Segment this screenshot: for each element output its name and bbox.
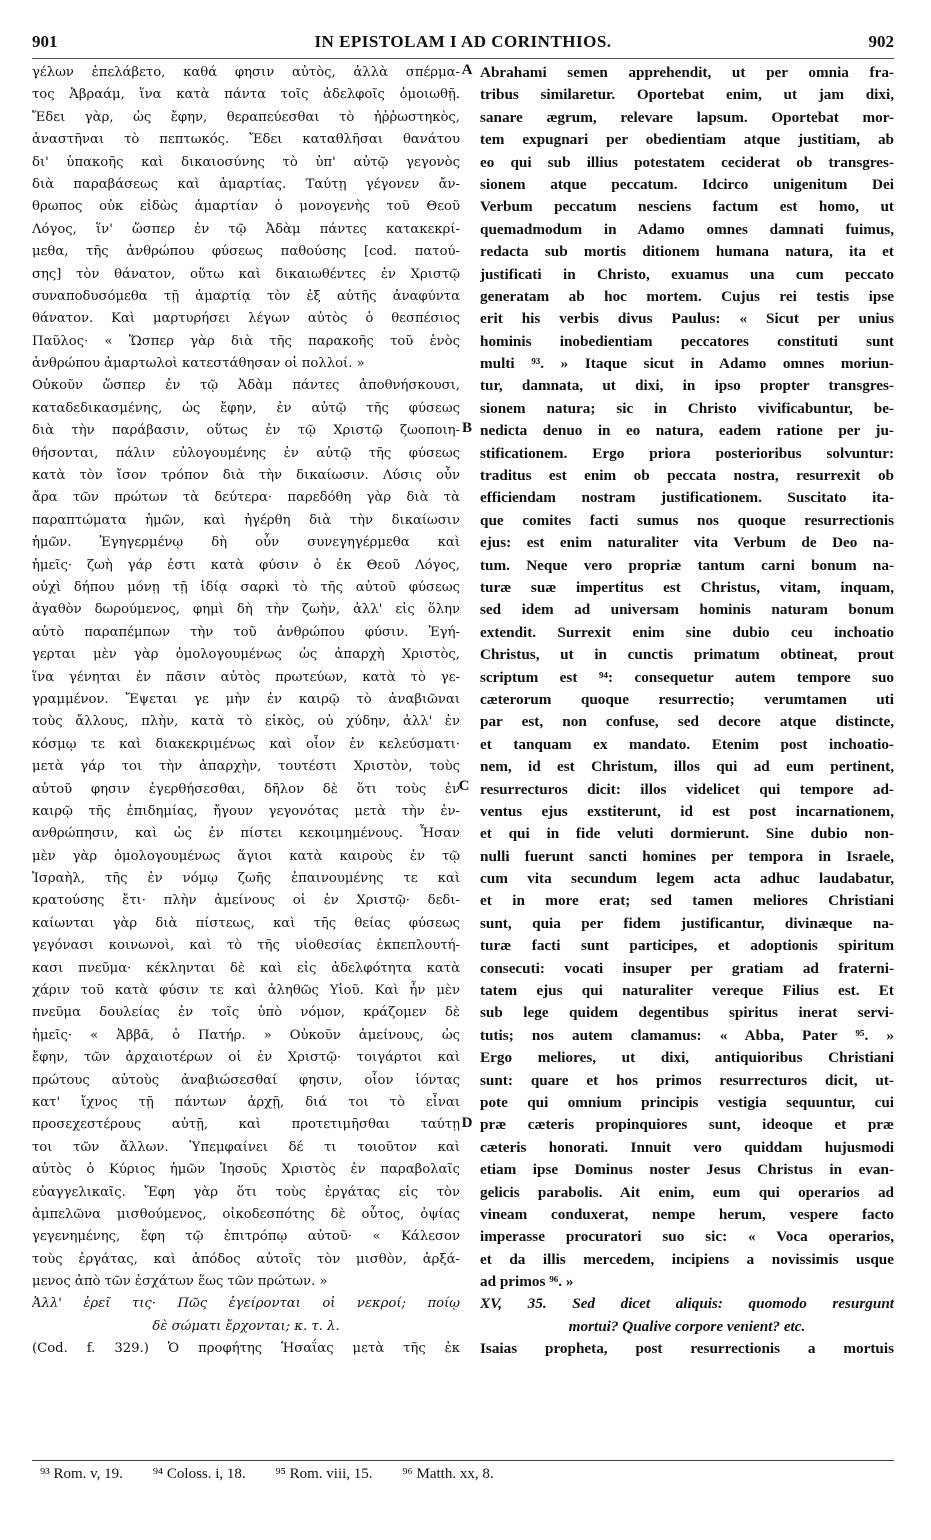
text-line: κατὰ τὸν ἴσον τρόπον διὰ τὴν δικαίωσιν. Λύσις οὖν — [32, 468, 460, 484]
text-line: προσεχεστέρους αὐτῇ, καὶ προτετιμῆσθαι ταύτῃ — [32, 1117, 460, 1133]
text-line: cæteris honorati. Innuit vero quiddam hujusmodi — [480, 1138, 894, 1156]
text-line: (Cod. f. 329.) Ὁ προφήτης Ἡσαΐας μετὰ τῆς ἐκ — [32, 1341, 460, 1357]
text-line: justificati in Christo, exuamus una cum peccato — [480, 265, 894, 283]
text-line: τοι τῶν ἄλλων. Ὑπεμφαίνει δέ τι τοιοῦτον καὶ — [32, 1139, 460, 1155]
text-line: γεγόνασι κοινωνοὶ, καὶ τὸ τῆς υἱοθεσίας ἐκπεπλουτή- — [32, 938, 460, 954]
text-line: pote qui omnium principis vestigia sequuntur, cui — [480, 1093, 894, 1111]
text-line: ἡμεῖς· ζωὴ γάρ ἐστι κατὰ φύσιν ὁ ἐκ Θεοῦ Λόγος, — [32, 557, 460, 573]
text-line: nulli fuerunt sancti homines per tempora in Israele, — [480, 847, 894, 865]
text-line: ἀναστῆναι τὸ πεπτωκός. Ἔδει καταθλῆσαι θανάτου — [32, 132, 460, 148]
text-line: Ἔδει γὰρ, ὡς ἔφην, θεραπεύεσθαι τὸ ἠῤῥωστηκὸς, — [32, 109, 460, 125]
text-line: tur, damnata, ut dixi, in ipso propter transgres- — [480, 377, 894, 395]
latin-column — [480, 62, 894, 1361]
text-line: extendit. Surrexit enim sine dubio ceu inchoatio — [480, 623, 894, 641]
text-line: tribus similaretur. Oportebat enim, ut jam dixi, — [480, 86, 894, 104]
text-line: χάριν τοῦ κατὰ φύσιν τε καὶ ἀληθῶς Υἱοῦ. Καὶ ἦν μὲν — [32, 983, 460, 999]
text-line: Abrahami semen apprehendit, ut per omnia fra- — [480, 64, 894, 81]
text-line: cæterorum quoque resurrectio; verumtamen uti — [480, 690, 894, 708]
margin-marker-a: A — [461, 62, 473, 78]
text-line: Ἀλλ' ἐρεῖ τις· Πῶς ἐγείρονται οἱ νεκροί; ποίῳ — [32, 1296, 460, 1312]
text-line: scriptum est ⁹⁴: consequetur autem tempore suo — [480, 668, 894, 686]
text-line: generatam ab hoc mortem. Cujus rei testis ipse — [480, 287, 894, 305]
text-line: διὰ παραβάσεως καὶ ἁμαρτίας. Ταύτῃ γέγονεν ἄν- — [32, 176, 460, 192]
running-title: IN EPISTOLAM I AD CORINTHIOS. — [314, 32, 612, 51]
text-line: stificationem. Ergo priora posterioribus solvuntur: — [480, 444, 894, 462]
text-line: αὐτὸ παραπέμπων τὴν τοῦ ἀνθρώπου φύσιν. Ἐγή- — [32, 624, 460, 640]
text-line: multi ⁹³. » Itaque sicut in Adamo omnes moriun- — [480, 355, 894, 373]
text-line: turæ facti sunt participes, et adoptionis spiritum — [480, 937, 894, 955]
header-rule — [32, 58, 894, 59]
margin-marker-d: D — [461, 1115, 473, 1131]
text-line: γέλων ἐπελάβετο, καθά φησιν αὐτὸς, ἀλλὰ σπέρμα- — [32, 65, 460, 80]
text-line: et tanquam ex mandato. Etenim post inchoatio- — [480, 735, 894, 753]
text-line: nedicta denuo in eo natura, eadem ratione per ju- — [480, 422, 894, 440]
text-line: ανθρώπησιν, καὶ ὡς ἐν πίστει κεκοιμημένους. Ἦσαν — [32, 826, 460, 842]
text-line: sanare ægrum, relevare lapsum. Oportebat mor- — [480, 108, 894, 126]
text-line: Λόγος, ἵν' ὥσπερ ἐν τῷ Ἀδὰμ πάντες κατακεκρί- — [32, 221, 460, 237]
text-line: μεθα, τῆς ἀνθρώπου φύσεως παθούσης [cod. πατού- — [32, 244, 460, 260]
running-header — [32, 32, 894, 56]
text-line: Christus, ut in cunctis primatum obtineat, prout — [480, 646, 894, 664]
text-line: θρωπος οὐκ εἰδὼς ἁμαρτίαν ὁ μονογενὴς τοῦ Θεοῦ — [32, 199, 460, 215]
text-line: Ἰσραὴλ, τῆς ἐν νόμῳ ζωῆς ἐπαινουμένης τε καὶ — [32, 871, 460, 887]
text-line: ἀγαθὸν δωρούμενος, φημὶ δὴ τὴν ζωὴν, ἀλλ' εἰς ὅλην — [32, 602, 460, 618]
text-line: sionem atque peccatum. Idcirco unigenitum Dei — [480, 175, 894, 193]
text-line: que comites facti sumus nos quoque resurrectionis — [480, 511, 894, 529]
text-line: cum vita secundum legem acta adhuc laudabatur, — [480, 870, 894, 888]
text-line: καιρῷ τῆς ἐπιδημίας, ἤγουν γεγονότας μετὰ τὴν ἐν- — [32, 803, 460, 819]
page-number-left: 901 — [32, 32, 58, 51]
text-line: Οὐκοῦν ὥσπερ ἐν τῷ Ἀδὰμ πάντες ἀποθνήσκουσι, — [32, 378, 460, 394]
text-line: ejus: est enim naturaliter vita Verbum de Deo na- — [480, 534, 894, 552]
text-line: XV, 35. Sed dicet aliquis: quomodo resurgunt — [480, 1295, 894, 1313]
margin-marker-c: C — [458, 778, 470, 794]
text-line: resurrecturos dicit: illos videlicet qui tempore ad- — [480, 780, 894, 798]
text-line: κασι πνεῦμα· κέκληνται δὲ καὶ εἰς ἀδελφότητα κατὰ — [32, 960, 460, 976]
text-line: τος Ἀβραάμ, ἵνα κατὰ πάντα τοῖς ἀδελφοῖς ὁμοιωθῇ. — [32, 87, 460, 103]
text-line: tem expugnari per obedientiam atque justitiam, ab — [480, 131, 894, 149]
text-line: sed idem ad universam hominis naturam bonum — [480, 601, 894, 619]
text-line: ἵνα γένηται ἐν πᾶσιν αὐτὸς πρωτεύων, κατὰ τὸ γε- — [32, 669, 460, 685]
text-line: præ cæteris propinquiores sunt, ideoque et præ — [480, 1116, 894, 1134]
text-line: imperasse procuratori suo sic: « Voca operarios, — [480, 1228, 894, 1246]
text-line: mortui? Qualive corpore venient? etc. — [568, 1317, 806, 1335]
margin-marker-b: B — [461, 420, 472, 436]
text-line: eo qui sub illius potestatem ceciderat ob transgres- — [480, 153, 894, 171]
footnotes — [40, 1462, 880, 1486]
page-number-right: 902 — [868, 32, 894, 51]
footnote: ⁹³ Rom. v, 19. — [40, 1466, 123, 1482]
text-line: tutis; nos autem clamamus: « Abba, Pater ⁹⁵. » — [480, 1026, 894, 1044]
text-line: τοὺς ἐργάτας, καὶ ἀπόδος αὐτοῖς τὸν μισθὸν, ἀρξά- — [32, 1251, 460, 1267]
text-line: κρατούσης ἔτι· πλὴν ἀμείνους οἱ ἐν Χριστῷ· δεδι- — [32, 893, 460, 909]
text-line: κατ' ἴχνος τῇ πάντων ἀρχῇ, διά τοι τὸ εἶναι — [32, 1094, 460, 1110]
text-line: μενος ἀπὸ τῶν ἐσχάτων ἕως τῶν πρώτων. » — [32, 1274, 328, 1290]
text-line: καίωνται γὰρ διὰ πίστεως, καὶ τῆς θείας φύσεως — [32, 915, 460, 931]
footnote: ⁹⁶ Matth. xx, 8. — [402, 1466, 494, 1482]
footnote-rule — [32, 1460, 894, 1461]
text-line: γερται μὲν γὰρ ὁμολογουμένως ὡς ἀπαρχὴ Χριστὸς, — [32, 647, 460, 663]
text-line: ἔφην, τῶν ἀρχαιοτέρων οἱ ἐν Χριστῷ· τοιγάρτοι καὶ — [32, 1050, 460, 1066]
text-line: Ergo meliores, ut dixi, antiquioribus Christiani — [480, 1049, 894, 1067]
text-line: sunt, quia per fidem justificantur, divinæque na- — [480, 914, 894, 932]
text-line: sionem natura; sic in Christo vivificabuntur, be- — [480, 399, 894, 417]
text-line: tatem ejus qui naturaliter vereque Filius est. Et — [480, 982, 894, 1000]
text-line: Isaias propheta, post resurrectionis a mortuis — [480, 1340, 894, 1358]
text-line: Verbum peccatum nesciens factum est homo, ut — [480, 198, 894, 216]
text-line: γεγενημένης, ἔφη τῷ ἐπιτρόπῳ αὐτοῦ· « Κάλεσον — [32, 1229, 460, 1245]
text-line: ἡμῶν. Ἐγηγερμένῳ δὴ οὖν συνεγηγέρμεθα καὶ — [32, 535, 460, 551]
text-line: ἡμεῖς· « Ἀββᾶ, ὁ Πατήρ. » Οὐκοῦν ἀμείνους, ὡς — [32, 1027, 460, 1043]
text-line: αὐτοῦ φησιν ἐγερθήσεσθαι, δῆλον δὲ ὅτι τοὺς ἐν — [32, 781, 460, 797]
greek-column — [32, 62, 460, 1361]
text-line: διὰ τὴν παράβασιν, οὕτως ἐν τῷ Χριστῷ ζωοποιη- — [32, 423, 460, 439]
text-line: ἀνθρώπου ἁμαρτωλοὶ κατεστάθησαν οἱ πολλοί. » — [32, 356, 365, 372]
text-line: sunt: quare et hos primos resurrecturos dicit, ut- — [480, 1071, 894, 1089]
text-line: ad primos ⁹⁶. » — [480, 1273, 574, 1291]
text-line: efficiendam nostram justificationem. Suscitato ita- — [480, 489, 894, 507]
text-line: redacta sub mortis ditionem humana natura, ita et — [480, 243, 894, 261]
text-line: et qui in fide veluti dormierunt. Sine dubio non- — [480, 825, 894, 843]
text-line: gelicis parabolis. Ait enim, eum qui operarios ad — [480, 1183, 894, 1201]
text-line: ἄρα τῶν πρώτων τὰ δεύτερα· παρεδόθη γὰρ διὰ τὰ — [32, 490, 460, 506]
text-line: ἀμπελῶνα μισθούμενος, οἰκοδεσπότης δὲ οὗτος, ὀψίας — [32, 1206, 460, 1222]
text-line: quemadmodum in Adamo omnes damnati fuimus, — [480, 220, 894, 238]
text-line: μετὰ γάρ τοι τὴν ἀπαρχὴν, τουτέστι Χριστὸν, τοὺς — [32, 759, 460, 775]
text-line: erit his verbis divus Paulus: « Sicut per unius — [480, 310, 894, 328]
text-line: σης] τὸν θάνατον, οὕτω καὶ δικαιωθέντες ἐν Χριστῷ — [32, 266, 460, 282]
text-line: καταδεδικασμένης, ὡς ἔφην, ἐν αὐτῷ τῆς φύσεως — [32, 400, 460, 416]
text-line: etiam ipse Dominus noster Jesus Christus in evan- — [480, 1161, 894, 1179]
text-line: hominis inobedientiam peccatores constituti sunt — [480, 332, 894, 350]
text-line: συναποδυσόμεθα τῇ ἁμαρτίᾳ τὸν ἐξ αὐτῆς ἀναφύντα — [32, 288, 460, 304]
text-line: γραμμένον. Ἔψεται γε μὴν ἐν καιρῷ τὸ ἀναβιῶναι — [32, 691, 460, 707]
footnote: ⁹⁵ Rom. viii, 15. — [275, 1466, 373, 1482]
text-line: Παῦλος· « Ὥσπερ γὰρ διὰ τῆς παρακοῆς τοῦ ἑνὸς — [32, 333, 460, 349]
text-line: δὲ σώματι ἔρχονται; κ. τ. λ. — [152, 1318, 340, 1334]
text-line: μὲν γὰρ ὁμολογουμένως ἅγιοι κατὰ καιροὺς ἐν τῷ — [32, 848, 460, 864]
text-line: θήσονται, πάλιν εὐλογουμένης ἐν αὐτῷ τῆς φύσεως — [32, 445, 460, 461]
text-line: et da illis mercedem, incipiens a novissimis usque — [480, 1250, 894, 1268]
text-line: αὐτὸς ὁ Κύριος ἡμῶν Ἰησοῦς Χριστὸς ἐν παραβολαῖς — [32, 1162, 460, 1178]
text-line: πρώτους αὐτοὺς ἀναβιώσεσθαί φησιν, οἷον ἰόντας — [32, 1072, 460, 1088]
text-line: παραπτώματα ἡμῶν, καὶ ἠγέρθη διὰ τὴν δικαίωσιν — [32, 512, 460, 528]
text-line: τοὺς ἄλλους, πλὴν, κατὰ τὸ εἰκὸς, οὐ χύδην, ἀλλ' ἐν — [32, 714, 460, 730]
text-line: sub lege quidem degentibus spiritus inerat servi- — [480, 1004, 894, 1022]
text-line: πνεῦμα δουλείας ἐν τοῖς ὑπὸ νόμον, κράζομεν δὲ — [32, 1005, 460, 1021]
text-line: ventus ejus exstiterunt, id est post incarnationem, — [480, 802, 894, 820]
text-line: θάνατον. Καὶ μαρτυρήσει λέγων αὐτὸς ὁ θεσπέσιος — [32, 311, 460, 327]
text-line: traditus est enim ob peccata nostra, resurrexit ob — [480, 467, 894, 485]
text-line: οὐχὶ δήπου μόνῃ τῇ ἰδίᾳ σαρκὶ τὸ τῆς αὐτοῦ φύσεως — [32, 579, 460, 595]
footnote: ⁹⁴ Coloss. i, 18. — [152, 1466, 246, 1482]
text-line: tum. Neque vero propriæ tantum carni bonum na- — [480, 556, 894, 574]
text-line: εὐαγγελικαῖς. Ἔφη γὰρ ὅτι τοὺς ἐργάτας εἰς τὸν — [32, 1184, 460, 1200]
text-line: consecuti: vocati insuper per gratiam ad fraterni- — [480, 959, 894, 977]
text-line: vineam conduxerat, nempe herum, vespere facto — [480, 1205, 894, 1223]
text-line: nem, id est Christum, illos qui ad eum pertinent, — [480, 758, 894, 776]
text-line: par est, non confuse, sed decore atque distincte, — [480, 713, 894, 731]
text-line: κόσμῳ τε καὶ διακεκριμένως καὶ οἷον ἐν κελεύσματι· — [32, 736, 460, 752]
text-line: et in more erat; sed tamen meliores Christiani — [480, 892, 894, 910]
text-line: turæ suæ impertitus est Christus, vitam, inquam, — [480, 578, 894, 596]
text-line: δι' ὑπακοῆς καὶ δικαιοσύνης τὸ ὑπ' αὐτῷ γεγονὸς — [32, 154, 460, 170]
